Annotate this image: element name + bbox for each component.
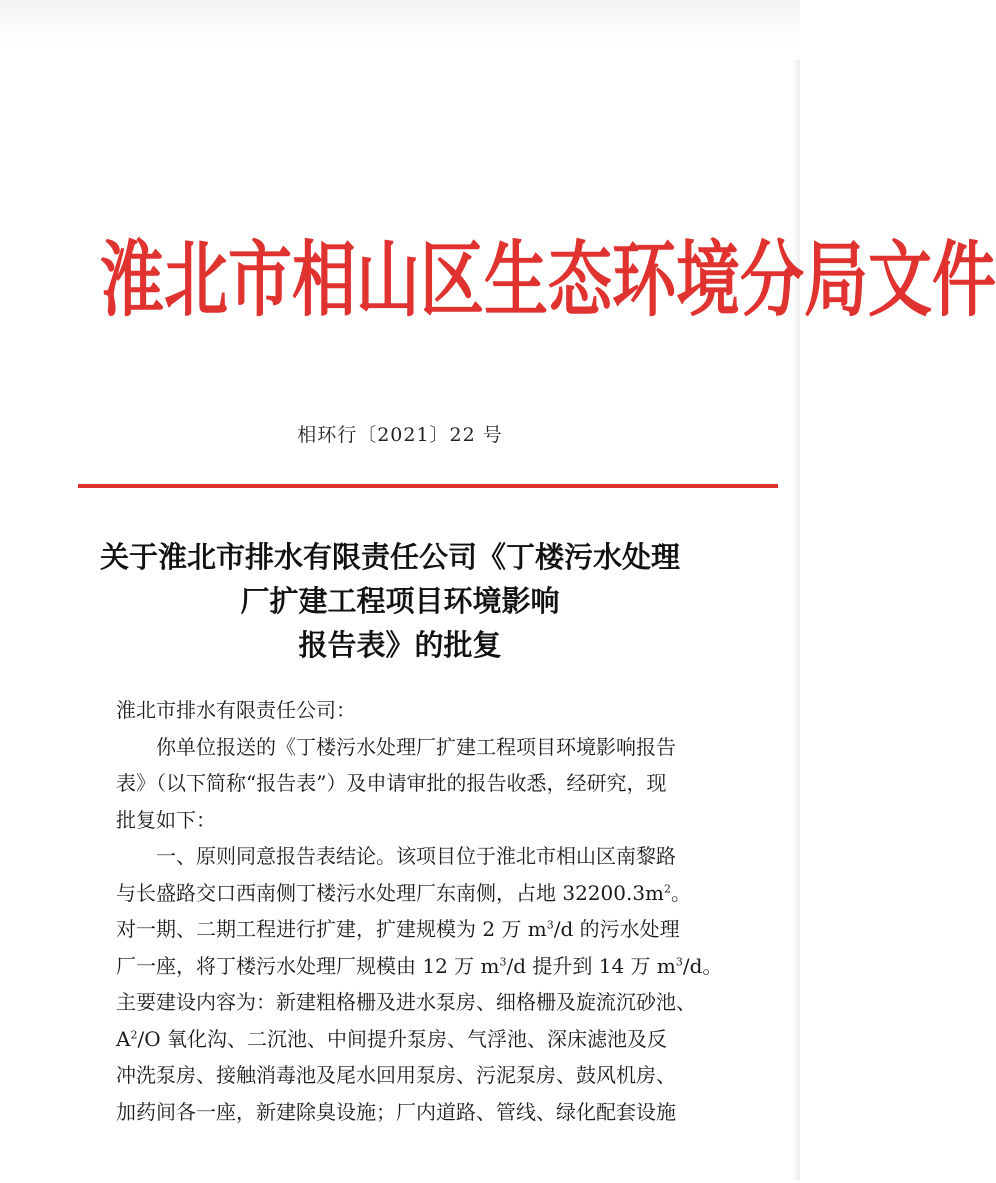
title-line-3: 报告表》的批复 [298,628,502,662]
masthead-char: 生 [484,233,548,329]
superscript: 2 [130,1027,138,1041]
masthead-char: 山 [356,233,420,329]
masthead-char: 区 [420,233,484,329]
paragraph-2-line-8: 加药间各一座，新建除臭设施；厂内道路、管线、绿化配套设施 [116,1099,676,1124]
masthead-char: 相 [292,233,356,329]
red-divider-line [78,484,778,488]
paragraph-2-line-2 [116,875,776,912]
superscript: 3 [546,918,554,932]
masthead-char: 件 [932,233,996,329]
masthead-char: 文 [868,233,932,329]
masthead-char: 态 [548,233,612,329]
paragraph-2-line-5: 主要建设内容为：新建粗格栅及进水泵房、细格栅及旋流沉砂池、 [116,990,696,1014]
paragraph-2-line-6 [116,1021,776,1058]
title-line-2: 厂扩建工程项目环境影响 [240,584,560,618]
text-segment: /d 的污水处理 [553,917,680,941]
document-body [116,692,776,1130]
masthead-char: 环 [612,233,676,329]
title-line-1: 关于淮北市排水有限责任公司《丁楼污水处理 [100,540,681,574]
text-segment: /d。 [682,953,723,978]
masthead-char: 市 [228,233,292,329]
document-title [0,535,800,667]
superscript: 2 [664,881,672,895]
text-segment: /O 氧化沟、二沉池、中间提升泵房、气浮池、深床滤池及反 [137,1026,667,1051]
text-segment: /d 提升到 14 万 m [506,953,676,978]
superscript: 3 [499,954,507,968]
text-segment: 与长盛路交口西南侧丁楼污水处理厂东南侧，占地 32200.3m [116,880,665,905]
masthead-char: 境 [676,233,740,329]
text-segment: A [116,1026,131,1051]
document-number: 相环行〔2021〕22 号 [297,424,503,446]
text-segment: 厂一座，将丁楼污水处理厂规模由 12 万 m [116,953,500,978]
masthead-char: 淮 [100,233,164,329]
paragraph-1-line-1: 你单位报送的《丁楼污水处理厂扩建工程项目环境影响报告 [156,734,676,759]
paragraph-2-line-7: 冲洗泵房、接触消毒池及尾水回用泵房、污泥泵房、鼓风机房、 [116,1063,676,1087]
text-segment: 。 [671,880,692,905]
superscript: 3 [675,954,683,968]
masthead-char: 分 [740,233,804,329]
text-segment: 对一期、二期工程进行扩建，扩建规模为 2 万 m [116,917,547,941]
scan-border-top [0,0,800,46]
paragraph-1-line-3: 批复如下： [116,807,216,832]
paragraph-2-line-1: 一、原则同意报告表结论。该项目位于淮北市相山区南黎路 [156,844,676,868]
masthead-char: 北 [164,233,228,329]
salutation: 淮北市排水有限责任公司： [116,698,356,722]
masthead-char: 局 [804,233,868,329]
paragraph-2-line-3 [116,911,776,948]
masthead-agency-name [100,205,996,356]
paragraph-1-line-2: 表》（以下简称“报告表”）及申请审批的报告收悉，经研究，现 [116,771,667,795]
paragraph-2-line-4 [116,948,776,985]
